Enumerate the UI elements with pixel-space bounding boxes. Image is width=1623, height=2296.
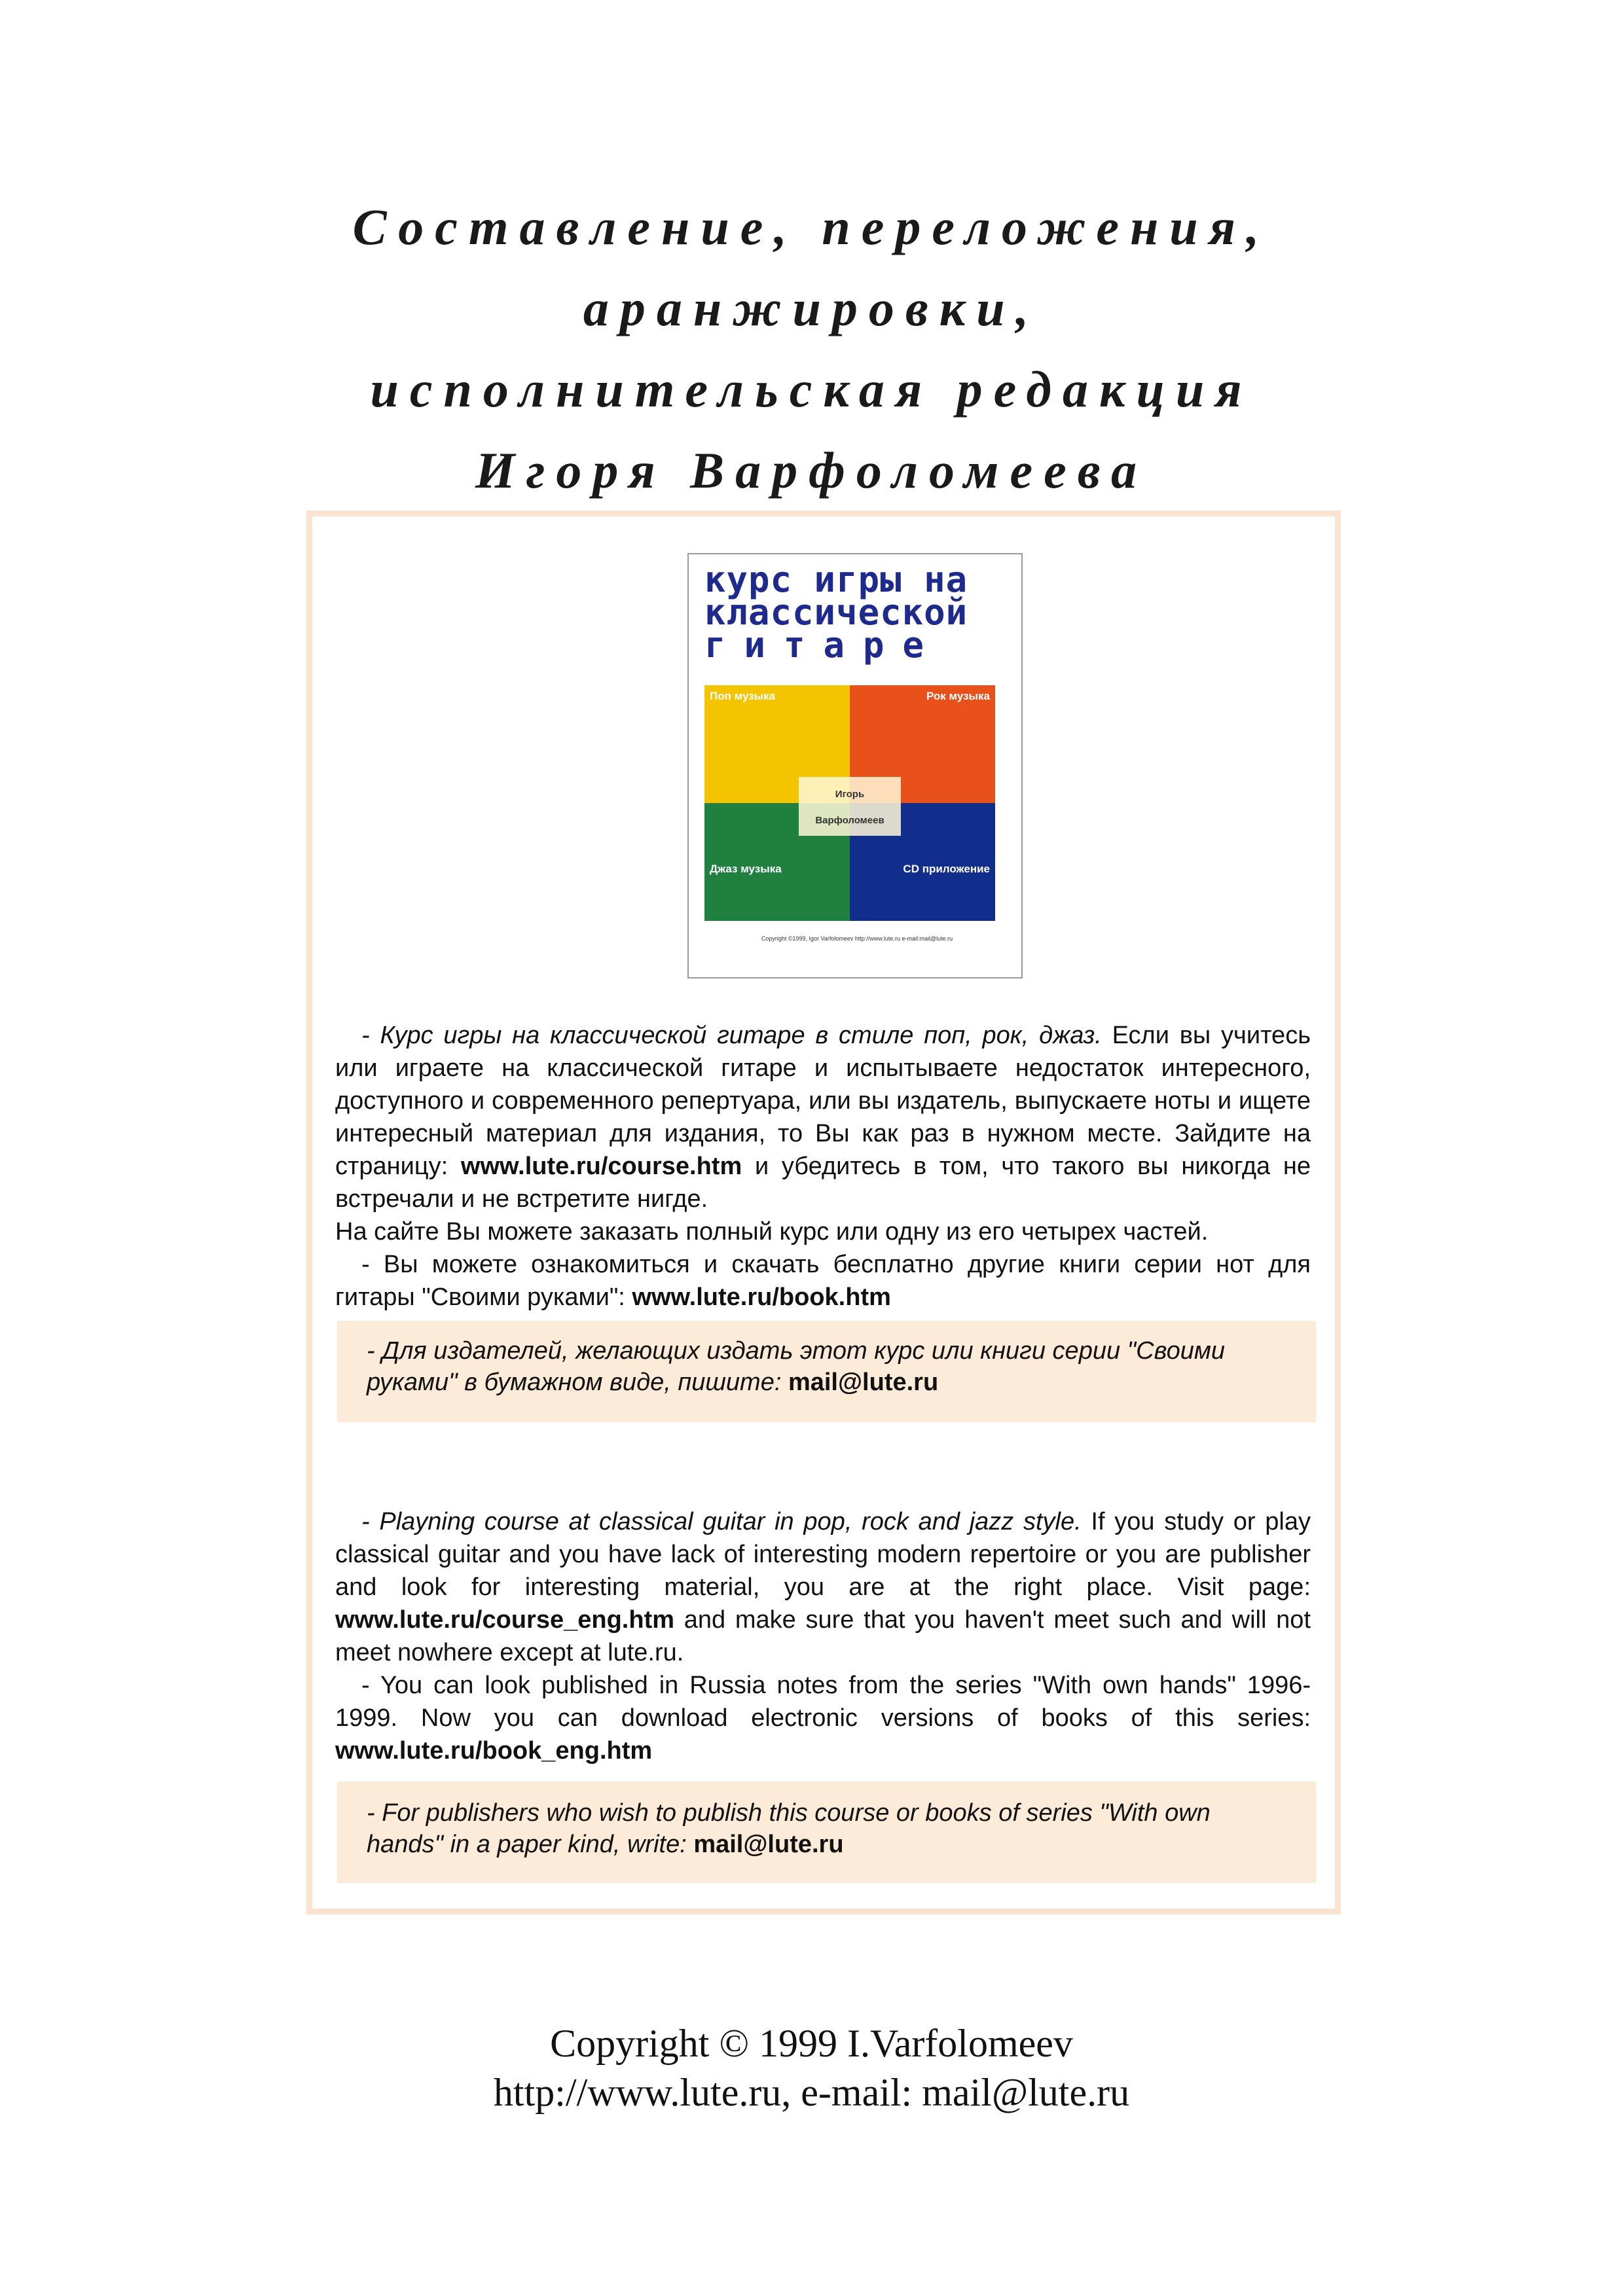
cover-copyright: Copyright ©1999, Igor Varfolomeev http://www.lute.ru e-mail:mail@lute.ru	[761, 935, 953, 942]
en-course-link[interactable]: www.lute.ru/course_eng.htm	[335, 1606, 675, 1634]
en-publishers-callout	[337, 1782, 1316, 1883]
heading-line: Составление, переложения,	[352, 198, 1271, 255]
footer-copyright: Copyright © 1999 I.Varfolomeev	[550, 2022, 1073, 2065]
heading-line: аранжировки,	[583, 279, 1040, 336]
heading-line: исполнительская редакция	[370, 361, 1253, 418]
cover-title-line: курс игры на	[704, 559, 968, 600]
cover-title-line: гитаре	[704, 624, 943, 666]
en-email-link[interactable]: mail@lute.ru	[693, 1831, 844, 1858]
ru-paragraph-2: На сайте Вы можете заказать полный курс или одну из его четырех частей.	[335, 1218, 1209, 1246]
russian-description	[335, 1019, 1311, 1314]
english-description	[335, 1505, 1311, 1767]
quadrant-label: Джаз музыка	[710, 863, 782, 875]
ru-course-link[interactable]: www.lute.ru/course.htm	[460, 1153, 742, 1180]
heading-line: Игоря Варфоломеева	[475, 442, 1148, 499]
en-book-link[interactable]: www.lute.ru/book_eng.htm	[335, 1737, 653, 1765]
en-paragraph-2	[335, 1669, 1311, 1767]
ru-callout-text: - Для издателей, желающих издать этот курс или книги серии "Своими руками" в бумажном виде, пишите:	[367, 1337, 1226, 1396]
page-footer	[0, 2019, 1623, 2117]
book-cover-image	[687, 553, 1023, 978]
ru-intro-text: Если вы учитесь или играете на классической гитаре и испытываете недостаток интересного, доступного и современного репертуара, или вы издатель, выпускаете ноты и ищете интересный материал для издания, то Вы как раз в нужном месте. Зайдите на страницу:	[335, 1022, 1311, 1180]
cover-title	[704, 559, 1012, 666]
en-paragraph-1	[335, 1505, 1311, 1669]
quadrant-label: CD приложение	[903, 863, 990, 875]
cover-author-first: Игорь	[835, 789, 865, 800]
ru-course-title: - Курс игры на классической гитаре в стиле поп, рок, джаз.	[361, 1022, 1102, 1049]
ru-email-link[interactable]: mail@lute.ru	[788, 1369, 939, 1396]
quadrant-label: Рок музыка	[926, 690, 990, 702]
en-books-text: - You can look published in Russia notes from the series "With own hands" 1996-1999. Now you can download electronic versions of books of this series:	[335, 1672, 1311, 1732]
ru-paragraph-1	[335, 1019, 1311, 1215]
ru-paragraph-3	[335, 1248, 1311, 1314]
ru-books-text: - Вы можете ознакомиться и скачать бесплатно другие книги серии нот для гитары "Своими руками":	[335, 1251, 1311, 1311]
en-course-title: - Playning course at classical guitar in pop, rock and jazz style.	[361, 1508, 1082, 1535]
cover-author-last: Варфоломеев	[815, 815, 884, 826]
en-intro-text: If you study or play classical guitar and you have lack of interesting modern repertoire or you are publisher and look for interesting material, you are at the right place. Visit page:	[335, 1508, 1311, 1601]
cover-author-box	[799, 777, 901, 836]
page-heading	[0, 187, 1623, 511]
ru-publishers-callout	[337, 1321, 1316, 1422]
footer-contacts[interactable]: http://www.lute.ru, e-mail: mail@lute.ru	[493, 2071, 1130, 2114]
quadrant-label: Поп музыка	[710, 690, 776, 702]
en-intro-tail: and make sure that you haven't meet such and will not meet nowhere except at lute.ru.	[335, 1606, 1311, 1666]
ru-book-link[interactable]: www.lute.ru/book.htm	[632, 1283, 891, 1311]
ru-intro-tail: и убедитесь в том, что такого вы никогда не встречали и не встретите нигде.	[335, 1153, 1311, 1213]
cover-title-line: классической	[704, 592, 968, 633]
en-callout-text: - For publishers who wish to publish this course or books of series "With own hands" in a paper kind, write:	[367, 1799, 1211, 1858]
